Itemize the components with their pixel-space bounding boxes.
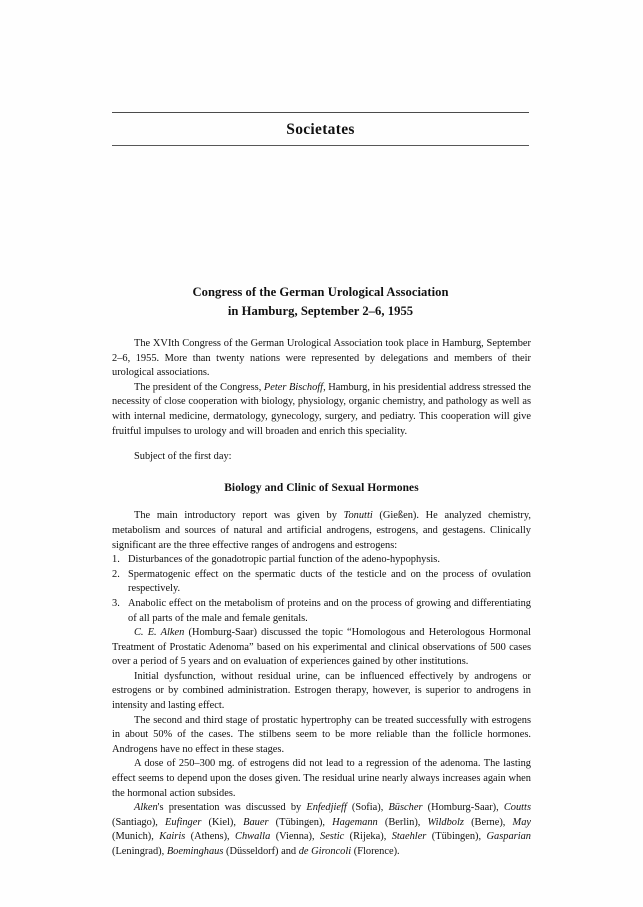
president-lead-text: The president of the Congress, [134, 381, 264, 393]
paragraph-initial-dysfunction [112, 670, 531, 714]
discussant-place: (Leningrad), [112, 846, 167, 857]
second-third-stage-rest: of the cases. The stilbens seem to be more reliable than the follicle hormones. Androgens have no effect in these stages. [112, 729, 531, 755]
president-rest-text: , Hamburg, in his presidential address stressed the necessity of close cooperation with biology, physiology, organic chemistry, and pathology as well as with internal medicine, dermatology, gynecology, surgery, and pediatry. This cooperation will give fruitful impulses to urology and will broaden and enrich this speciality. [112, 381, 532, 437]
discussant-place: (Homburg-Saar), [422, 802, 504, 814]
discussant-place: (Berlin), [377, 816, 428, 828]
paragraph-congress-intro [112, 337, 531, 381]
discussant-place: (Athens), [185, 831, 236, 843]
paragraph-second-third-stage [112, 714, 531, 758]
discussant-name: Boeminghaus [166, 846, 224, 857]
list-item [112, 553, 531, 568]
discussant-name: Bauer [243, 816, 269, 828]
percent-symbol: % [163, 729, 173, 741]
president-name: Peter Bischoff [263, 381, 324, 393]
discussant-place: (Tübingen), [426, 831, 487, 843]
article-title-line-1: Congress of the German Urological Association [192, 285, 449, 299]
discussant-name: Staehler [391, 831, 427, 843]
discussant-name: Chwalla [235, 831, 271, 843]
report-rest-text: (Gießen). He analyzed chemistry, metabolism and sources of natural and artificial androgens, estrogens, and gestagens. Clinically significant are the three effective ranges of androgens and estrogens: [112, 510, 531, 551]
initial-dysfunction-text: Initial dysfunction, without residual urine, can be influenced effectively by androgens or estrogens or by combined administration. Estrogen therapy, however, is superior to androgens in intensity and lasting effect. [112, 670, 531, 712]
list-item [112, 568, 531, 597]
discussant-name: Hagemann [332, 816, 378, 828]
dose-estrogens-text: A dose of 250–300 mg. of estrogens did not lead to a regression of the adenoma. The lasting effect seems to depend upon the doses given. The residual urine nearly always increases again when the hormonal action subsides. [112, 758, 531, 799]
discussant-place: (Munich), [112, 831, 160, 843]
list-item-number: 1. [112, 554, 120, 566]
section-subheading: Biology and Clinic of Sexual Hormones [224, 481, 419, 494]
discussant-place: (Vienna), [270, 831, 320, 843]
paragraph-dose-estrogens [112, 757, 531, 801]
discussant-name: Eufinger [165, 816, 202, 828]
subject-first-day-text: Subject of the first day: [134, 451, 232, 463]
discussant-name: Enfedjieff [306, 802, 347, 814]
paragraph-discussion-list [112, 801, 531, 859]
article-body [112, 337, 531, 860]
paragraph-congress-intro-text: The XVIth Congress of the German Urological Association took place in Hamburg, September 2–6, 1955. More than twenty nations were represented by delegations and members of their urological associations. [112, 338, 531, 379]
reporter-name: Tonutti [343, 510, 373, 522]
discussant-name: Sestic [320, 831, 345, 843]
paragraph-alken-topic [112, 626, 531, 670]
discussant-name: Wildbolz [427, 816, 464, 828]
running-head-rule-top [112, 112, 529, 113]
discussant-place: (Sofia), [346, 802, 389, 814]
discussant-name: Büscher [388, 802, 423, 814]
discussant-place: (Kiel), [201, 816, 244, 828]
discussant-name: May [512, 816, 532, 828]
alken-topic-text: (Homburg-Saar) discussed the topic “Homologous and Heterologous Hormonal Treatment of Prostatic Adenoma” based on his experimental and clinical observations of 500 cases over a period of 5 years and on evaluation of experiences gained by other institutions. [112, 627, 531, 668]
list-item [112, 597, 531, 626]
discussant-name: Coutts [503, 802, 531, 814]
list-item-number: 3. [112, 597, 120, 609]
second-third-stage-lead: The second and third stage of prostatic hypertrophy can be treated successfully with estrogens in about 50 [112, 714, 531, 741]
running-head-title: Societates [286, 121, 355, 138]
discussant-name: Gasparian [486, 831, 531, 843]
discussant-place: (Berne), [463, 816, 513, 828]
alken-name: C. E. Alken [134, 627, 185, 639]
discussant-place: (Santiago), [112, 816, 166, 828]
article-title-line-2: in Hamburg, September 2–6, 1955 [227, 303, 414, 318]
effective-ranges-list [112, 553, 531, 626]
discussant-place: (Düsseldorf) and [223, 846, 299, 857]
discussant-place: (Tübingen), [268, 816, 333, 828]
paragraph-subject-first-day [112, 450, 531, 465]
paragraph-president-address [112, 381, 531, 439]
list-item-text: Anabolic effect on the metabolism of proteins and on the process of growing and differentiating of all parts of the male and female genitals. [128, 597, 531, 624]
discussant-name: Kairis [159, 831, 186, 843]
list-item-text: Disturbances of the gonadotropic partial function of the adeno-hypophysis. [128, 554, 440, 566]
list-item-text: Spermatogenic effect on the spermatic ducts of the testicle and on the process of ovulation respectively. [128, 568, 531, 595]
running-head-rule-bottom [112, 145, 529, 146]
running-head-block [112, 112, 529, 146]
list-item-number: 2. [112, 568, 120, 580]
report-lead-text: The main introductory report was given by [134, 510, 344, 522]
discussant-place: (Rijeka), [344, 831, 392, 843]
discussant-name: de Gironcoli [298, 846, 352, 857]
discussion-lead-text: 's presentation was discussed by [157, 802, 307, 814]
alken-name-possessive: Alken [134, 802, 158, 814]
discussant-place: (Florence). [351, 846, 400, 857]
article-title [112, 283, 529, 320]
paragraph-introductory-report [112, 509, 531, 553]
